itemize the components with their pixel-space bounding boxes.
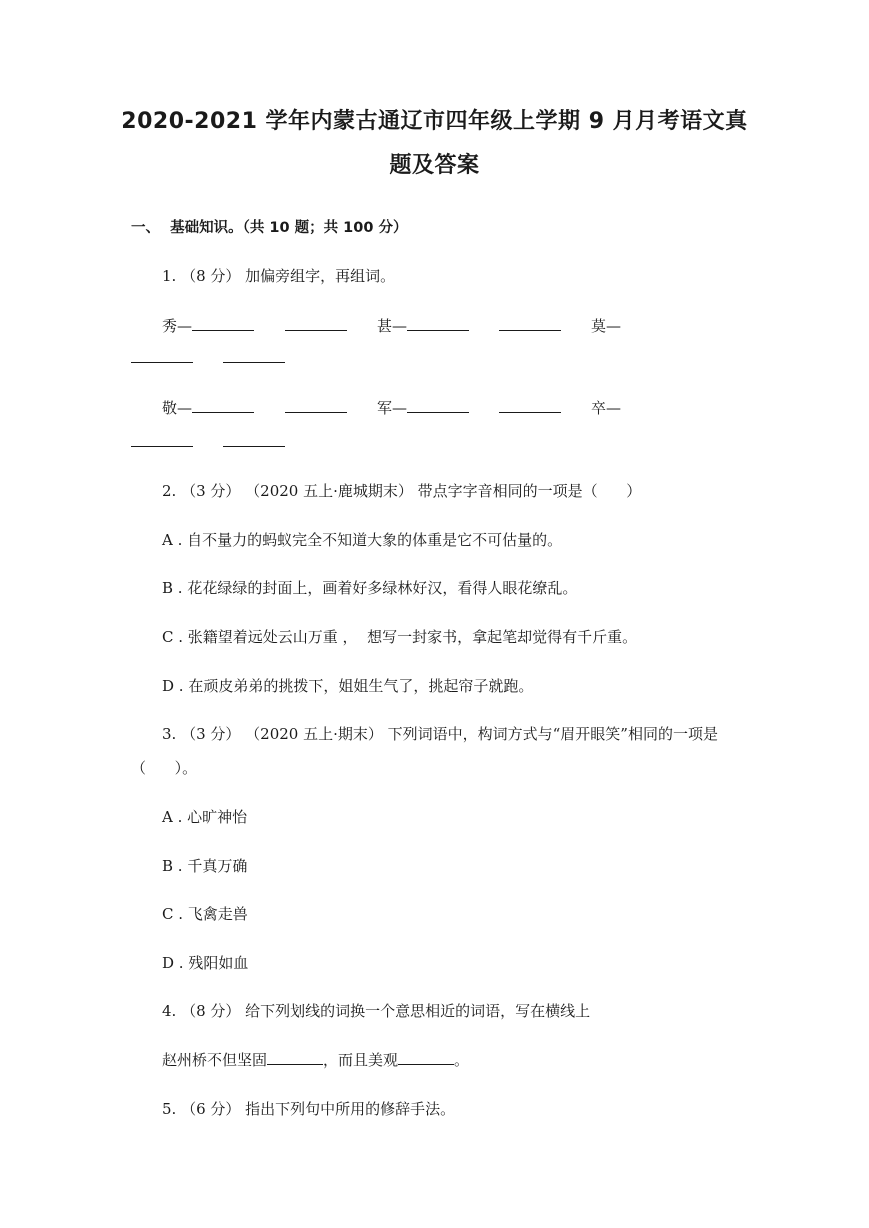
question-2-option-c[interactable]: C . 张籍望着远处云山万重 ， 想写一封家书，拿起笔却觉得有千斤重。 (162, 628, 638, 646)
sentence-text: ，而且美观 (323, 1051, 399, 1069)
char-prompt: 敬— (162, 399, 193, 417)
answer-blank[interactable] (192, 316, 254, 331)
document-title-line-1: 2020-2021 学年内蒙古通辽市四年级上学期 9 月月考语文真 (121, 109, 748, 134)
answer-blank-row-4a (131, 432, 193, 452)
document-title-line-2: 题及答案 (389, 153, 480, 178)
answer-blank-row-3b (285, 398, 347, 418)
char-prompt: 卒— (591, 399, 622, 417)
answer-blank[interactable] (398, 1050, 454, 1065)
char-prompt: 莫— (591, 317, 622, 335)
question-1-row-3 (162, 398, 254, 418)
question-2-option-d[interactable]: D . 在顽皮弟弟的挑拨下，姐姐生气了，挑起帘子就跑。 (162, 677, 534, 695)
answer-blank[interactable] (285, 316, 347, 331)
answer-blank[interactable] (223, 348, 285, 363)
answer-blank[interactable] (407, 316, 469, 331)
answer-blank[interactable] (285, 398, 347, 413)
answer-blank[interactable] (192, 398, 254, 413)
answer-blank[interactable] (499, 398, 561, 413)
question-5-stem: 5. （6 分） 指出下列句中所用的修辞手法。 (162, 1100, 456, 1118)
char-prompt: 秀— (162, 317, 193, 335)
question-1-row-1c (377, 316, 469, 336)
question-1-row-3c (377, 398, 469, 418)
question-3-option-b[interactable]: B . 千真万确 (162, 857, 248, 875)
answer-blank[interactable] (223, 432, 285, 447)
question-1-row-1 (162, 316, 254, 336)
char-prompt: 甚— (377, 317, 408, 335)
sentence-text: 。 (454, 1051, 470, 1069)
answer-blank-row-2a (131, 348, 193, 368)
char-prompt: 军— (377, 399, 408, 417)
question-1-row-3e (591, 398, 621, 418)
question-3-option-a[interactable]: A . 心旷神怡 (162, 808, 248, 826)
sentence-text: 赵州桥不但坚固 (162, 1051, 268, 1069)
question-1-stem: 1. （8 分） 加偏旁组字，再组词。 (162, 267, 396, 285)
answer-blank[interactable] (407, 398, 469, 413)
section-heading: 一、 基础知识。（共 10 题；共 100 分） (131, 220, 408, 236)
question-4-sentence (162, 1050, 469, 1070)
answer-blank[interactable] (131, 348, 193, 363)
question-1-row-1e (591, 316, 621, 336)
answer-blank-row-2b (223, 348, 285, 368)
question-3-stem-line-2: （ ）。 (131, 759, 198, 777)
question-2-stem: 2. （3 分） （2020 五上·鹿城期末） 带点字字音相同的一项是（ ） (162, 482, 642, 500)
answer-blank-row-1d (499, 316, 561, 336)
answer-blank-row-3d (499, 398, 561, 418)
answer-blank[interactable] (499, 316, 561, 331)
answer-blank-row-1b (285, 316, 347, 336)
question-3-stem-line-1: 3. （3 分） （2020 五上·期末） 下列词语中，构词方式与“眉开眼笑”相同的一项是 (162, 725, 718, 743)
answer-blank[interactable] (131, 432, 193, 447)
question-2-option-b[interactable]: B . 花花绿绿的封面上，画着好多绿林好汉，看得人眼花缭乱。 (162, 579, 578, 597)
question-2-option-a[interactable]: A . 自不量力的蚂蚁完全不知道大象的体重是它不可估量的。 (162, 531, 563, 549)
question-3-option-d[interactable]: D . 残阳如血 (162, 954, 249, 972)
answer-blank-row-4b (223, 432, 285, 452)
question-3-option-c[interactable]: C . 飞禽走兽 (162, 905, 248, 923)
question-4-stem: 4. （8 分） 给下列划线的词换一个意思相近的词语，写在横线上 (162, 1002, 591, 1020)
answer-blank[interactable] (267, 1050, 323, 1065)
